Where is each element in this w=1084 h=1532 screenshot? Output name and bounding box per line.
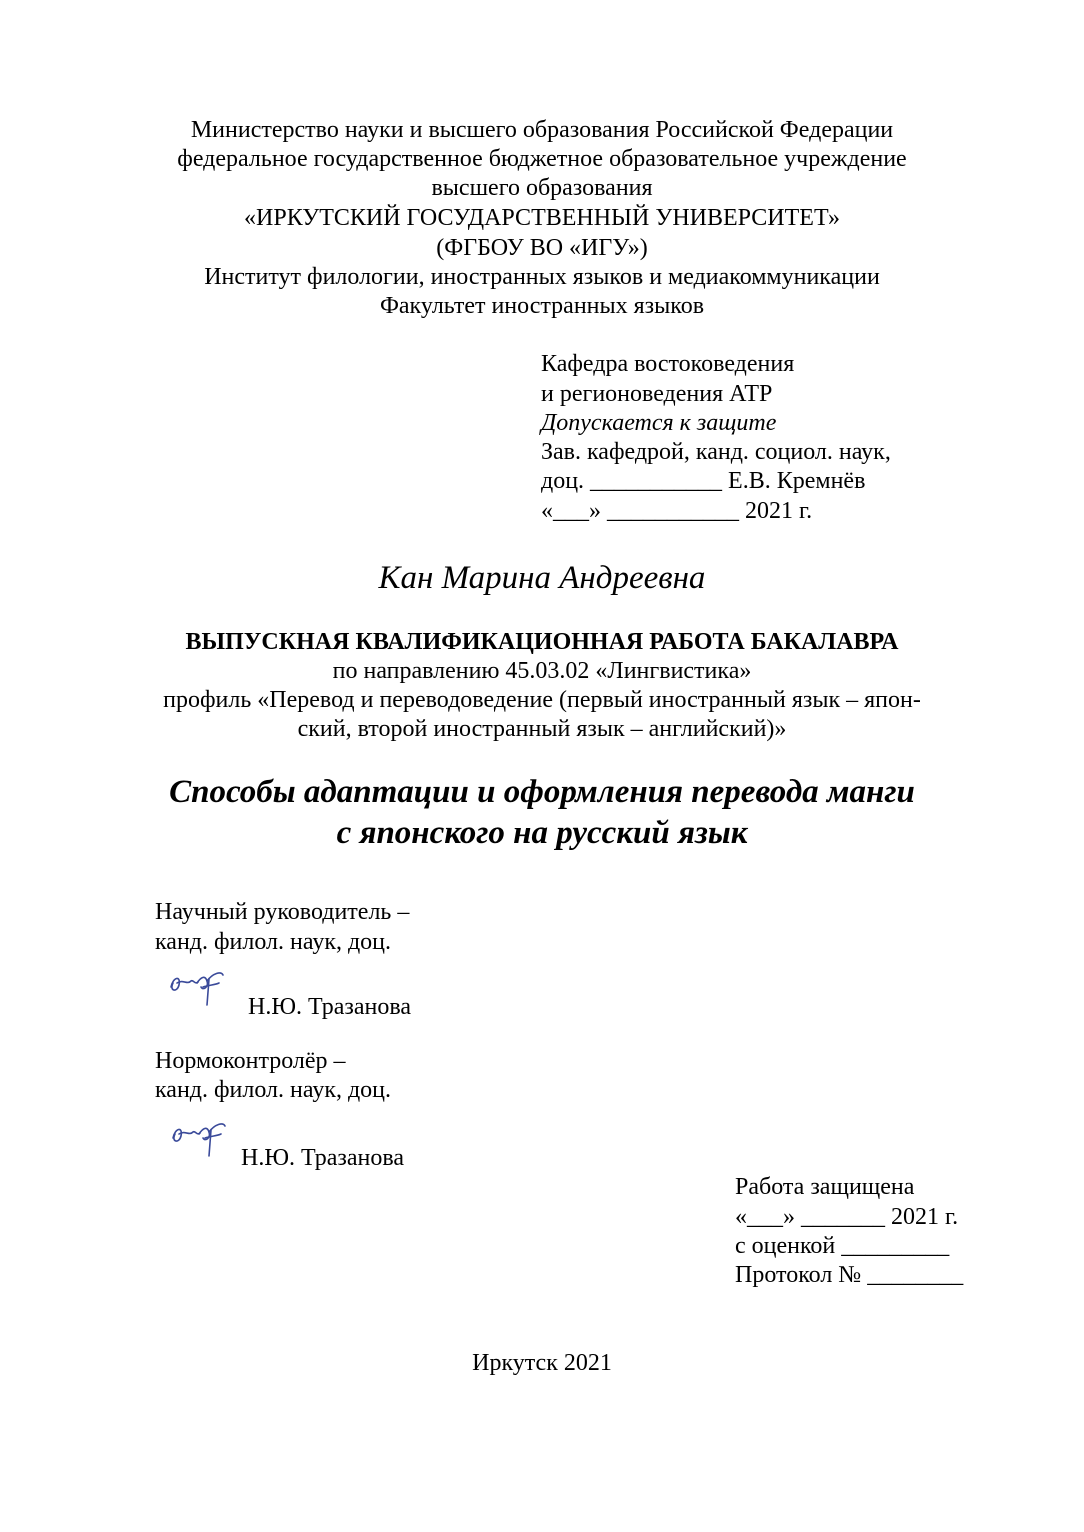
university-abbreviation: (ФГБОУ ВО «ИГУ») [436,235,648,261]
admitted-to-defense: Допускается к защите [541,410,777,436]
city-year: Иркутск 2021 [472,1350,612,1376]
signature-icon [165,1116,235,1162]
work-type: ВЫПУСКНАЯ КВАЛИФИКАЦИОННАЯ РАБОТА БАКАЛАВРА [185,629,899,655]
profile-line-1: профиль «Перевод и переводоведение (первый иностранный язык – япон- [163,687,921,713]
author-name: Кан Марина Андреевна [378,560,706,596]
university-name: «ИРКУТСКИЙ ГОСУДАРСТВЕННЫЙ УНИВЕРСИТЕТ» [244,205,840,231]
normcontrol-role: Нормоконтролёр – [155,1048,346,1074]
institution-type-line-1: федеральное государственное бюджетное образовательное учреждение [177,146,907,172]
defense-protocol-line: Протокол № ________ [735,1262,964,1288]
thesis-title-line-1: Способы адаптации и оформления перевода манги [169,774,915,810]
department-line-1: Кафедра востоковедения [541,351,795,377]
department-head-name: доц. ___________ Е.В. Кремнёв [541,468,866,494]
approval-date-line: «___» ___________ 2021 г. [541,498,813,524]
defense-grade-line: с оценкой _________ [735,1233,950,1259]
profile-line-2: ский, второй иностранный язык – английский)» [297,716,787,742]
supervisor-degree: канд. филол. наук, доц. [155,929,392,955]
thesis-title-line-2: с японского на русский язык [336,815,748,851]
institution-type-line-2: высшего образования [431,175,653,201]
normcontrol-degree: канд. филол. наук, доц. [155,1077,392,1103]
normcontrol-name: Н.Ю. Тразанова [241,1145,405,1171]
institute-line: Институт филологии, иностранных языков и медиакоммуникации [204,264,880,290]
department-head-line: Зав. кафедрой, канд. социол. наук, [541,439,891,465]
faculty-line: Факультет иностранных языков [379,293,705,319]
department-line-2: и регионоведения АТР [541,381,773,407]
defense-date-line: «___» _______ 2021 г. [735,1204,959,1230]
supervisor-role: Научный руководитель – [155,899,410,925]
normcontrol-signature [165,1116,235,1162]
defense-status: Работа защищена [735,1174,915,1200]
ministry-line: Министерство науки и высшего образования Российской Федерации [190,117,894,143]
study-direction: по направлению 45.03.02 «Лингвистика» [332,658,752,684]
supervisor-signature [163,965,233,1011]
supervisor-name: Н.Ю. Тразанова [248,994,412,1020]
signature-icon [163,965,233,1011]
